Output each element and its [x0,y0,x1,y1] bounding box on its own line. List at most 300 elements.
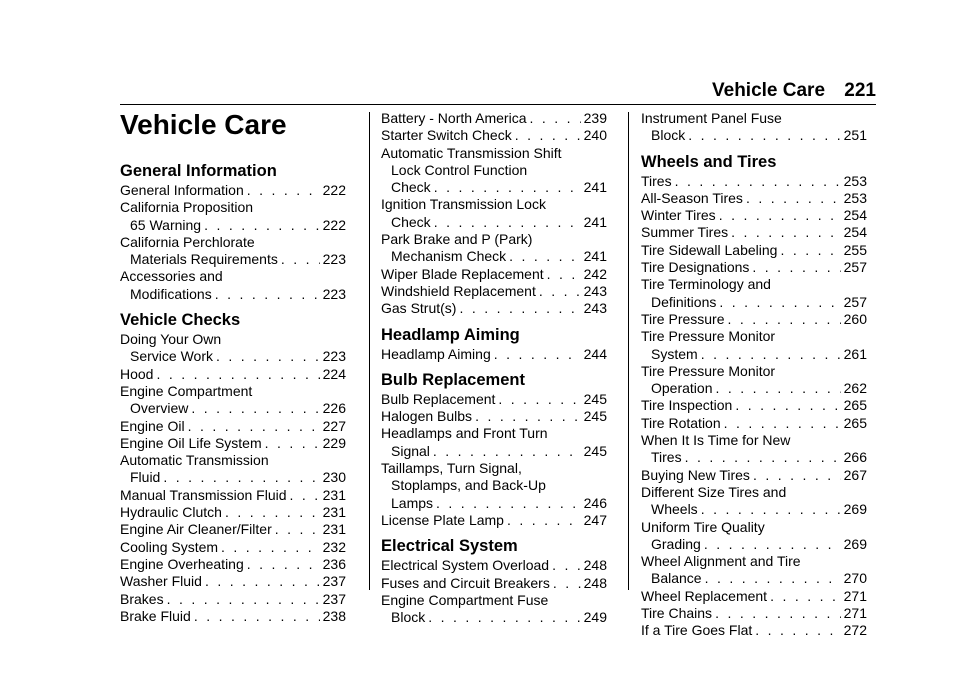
toc-entry-line [381,592,607,609]
toc-entry-line [120,331,346,348]
dot-leader [549,557,581,574]
toc-entry-text: Ignition Transmission Lock [381,196,546,213]
dot-leader [491,346,581,363]
toc-entry-line [641,380,867,397]
toc-entry-line [381,179,607,196]
toc-entry[interactable] [381,592,607,627]
dot-leader [431,214,581,231]
toc-entry[interactable] [381,300,607,317]
section-heading: Wheels and Tires [641,152,777,171]
toc-page-number: 266 [843,449,867,466]
toc-entry[interactable] [120,331,346,366]
toc-entry[interactable] [120,504,346,521]
toc-page-number: 249 [583,609,607,626]
toc-entry-line [381,110,607,127]
dot-leader [213,348,320,365]
dot-leader [495,391,580,408]
toc-entry-line [641,259,867,276]
toc-entry-line [120,591,346,608]
toc-page-number: 239 [583,110,607,126]
toc-entry-line [641,328,867,345]
toc-entry-line [641,207,867,224]
toc-entry[interactable] [120,539,346,556]
toc-entry[interactable] [641,173,867,190]
dot-leader [702,570,841,587]
toc-entry-line [120,234,346,251]
toc-entry-text: General Information [120,182,244,198]
toc-entry[interactable] [381,425,607,460]
section-heading: Electrical System [381,537,518,556]
toc-page-number: 226 [322,400,346,417]
toc-entry-line [120,383,346,400]
toc-page-number: 265 [843,414,867,431]
toc-entry-line [381,477,607,494]
toc-page-number: 261 [843,345,867,362]
toc-entry-text: Engine Compartment [120,382,253,399]
toc-entry[interactable] [120,199,346,234]
page-header [712,80,876,102]
toc-page-number: 246 [583,494,607,511]
toc-page-number: 257 [843,259,867,276]
toc-page-number: 254 [843,224,867,241]
toc-entry[interactable] [381,460,607,512]
section-heading: Vehicle Checks [120,311,241,330]
toc-entry[interactable] [641,588,867,605]
toc-column-1 [120,110,346,625]
toc-entry-text: Doing Your Own [120,331,222,348]
toc-page-number: 245 [583,408,607,425]
toc-entry[interactable] [641,605,867,622]
toc-entry[interactable] [381,231,607,266]
toc-page-number: 231 [322,504,346,521]
toc-entry-line [120,608,346,625]
toc-page-number: 237 [322,590,346,607]
toc-section [641,153,867,640]
toc-entry[interactable] [641,432,867,467]
toc-entry-line [381,557,607,574]
toc-entry-text: Tires [641,172,672,189]
toc-entry[interactable] [641,311,867,328]
toc-page-number: 229 [322,434,346,451]
toc-entry-line [641,224,867,241]
toc-entry-line [641,588,867,605]
toc-page-number: 223 [322,251,346,268]
toc-entry-line [120,251,346,268]
toc-entry[interactable] [381,266,607,283]
dot-leader [716,294,840,311]
toc-entry-text: Wheel Alignment and Tire [641,553,801,570]
section-heading: General Information [120,162,277,180]
toc-entry[interactable] [381,557,607,574]
toc-entry[interactable] [641,242,867,259]
toc-page-number: 244 [583,345,607,362]
toc-entry[interactable] [120,452,346,487]
toc-entry-line [641,110,867,127]
dot-leader [728,224,841,241]
toc-entry[interactable] [381,283,607,300]
toc-entry[interactable] [120,556,346,573]
toc-entry[interactable] [641,276,867,311]
toc-entry-text: Block [651,127,686,144]
toc-entry[interactable] [641,110,867,145]
toc-section [381,371,607,529]
toc-page-number: 271 [843,605,867,622]
toc-entry[interactable] [120,608,346,625]
dot-leader [262,435,320,452]
dot-leader [506,248,580,265]
dot-leader [712,380,840,397]
toc-entry[interactable] [120,573,346,590]
toc-page-number: 222 [322,182,346,198]
dot-leader [743,190,841,207]
toc-page-number: 247 [583,511,607,528]
toc-entry[interactable] [641,207,867,224]
toc-entry[interactable] [120,234,346,269]
toc-entry[interactable] [641,259,867,276]
toc-entry[interactable] [641,363,867,398]
toc-column-2 [381,110,607,626]
toc-entry-line [381,145,607,162]
toc-entry-text: Battery - North America [381,110,527,126]
toc-entry[interactable] [120,418,346,435]
toc-page-number: 223 [322,348,346,365]
dot-leader [672,173,841,190]
toc-entry[interactable] [641,622,867,639]
toc-entry-line [120,286,346,303]
toc-entry[interactable] [641,397,867,414]
toc-entry-line [381,127,607,144]
toc-page-number: 224 [322,365,346,382]
toc-page-number: 254 [843,207,867,224]
toc-entry-text: Engine Oil Life System [120,434,262,451]
dot-leader [472,408,581,425]
toc-entry-text: Different Size Tires and [641,483,787,500]
toc-entry-line [641,519,867,536]
toc-entry-line [641,501,867,518]
toc-entry-line [641,190,867,207]
toc-entry-text: Headlamp Aiming [381,345,491,362]
dot-leader [698,501,841,518]
toc-entry-text: Fuses and Circuit Breakers [381,574,550,591]
toc-entry-line [120,469,346,486]
section-heading: Headlamp Aiming [381,325,520,344]
toc-entry-line [381,231,607,248]
toc-entry-line [641,363,867,380]
dot-leader [750,467,841,484]
toc-entry[interactable] [381,346,607,363]
toc-column-3 [641,110,867,640]
dot-leader [287,487,320,504]
dot-leader [752,622,840,639]
toc-entry-line [641,432,867,449]
dot-leader [732,397,840,414]
dot-leader [202,573,320,590]
toc-entry[interactable] [381,110,607,127]
toc-section [381,537,607,626]
dot-leader [716,207,841,224]
toc-entry-line [120,521,346,538]
toc-page-number: 222 [322,216,346,233]
dot-leader [222,504,320,521]
toc-entry-line [641,553,867,570]
toc-entry-text: Tire Rotation [641,414,721,431]
toc-entry-line [381,266,607,283]
toc-entry-text: Starter Switch Check [381,127,512,144]
toc-entry-text: Signal [391,442,430,459]
toc-entry-line [120,199,346,216]
toc-entry[interactable] [120,521,346,538]
toc-entry[interactable] [120,435,346,452]
toc-page-number: 269 [843,535,867,552]
toc-entry-line [381,512,607,529]
toc-entry-text: Wheel Replacement [641,587,768,604]
toc-page-number: 242 [583,265,607,282]
dot-leader [721,415,841,432]
toc-entry-line [641,294,867,311]
toc-entry-line [381,248,607,265]
toc-entry[interactable] [641,467,867,484]
page-number: 221 [844,80,876,101]
dot-leader [712,605,841,622]
toc-entry-text: Manual Transmission Fluid [120,486,287,503]
dot-leader [698,346,841,363]
toc-entry[interactable] [381,408,607,425]
toc-entry-text: Materials Requirements [130,251,278,268]
toc-entry-line [381,391,607,408]
toc-entry-line [641,415,867,432]
toc-section [641,110,867,145]
dot-leader [685,127,840,144]
toc-entry-line [381,609,607,626]
dot-leader [244,556,320,573]
dot-leader [188,400,319,417]
toc-page-number: 232 [322,538,346,555]
toc-entry-line [381,162,607,179]
toc-entry-line [120,366,346,383]
toc-entry-line [641,467,867,484]
dot-leader [504,512,581,529]
toc-entry-text: Tire Pressure Monitor [641,362,776,379]
toc-entry[interactable] [381,145,607,197]
toc-entry[interactable] [381,391,607,408]
toc-page-number: 248 [583,574,607,591]
toc-entry[interactable] [381,575,607,592]
toc-entry-text: Stoplamps, and Back-Up [391,477,546,494]
toc-entry-line [120,435,346,452]
toc-page-number: 241 [583,248,607,265]
toc-entry-text: Taillamps, Turn Signal, [381,460,522,477]
toc-entry-text: Hood [120,365,154,382]
toc-page-number: 260 [843,310,867,327]
dot-leader [431,179,581,196]
toc-page-number: 255 [843,241,867,258]
toc-entry[interactable] [120,383,346,418]
toc-entry-text: Modifications [130,285,212,302]
toc-entry-text: Grading [651,535,701,552]
toc-entry-line [120,217,346,234]
toc-entry[interactable] [120,487,346,504]
toc-entry-text: Hydraulic Clutch [120,504,222,521]
dot-leader [278,251,320,268]
toc-entry-text: Wiper Blade Replacement [381,265,544,282]
toc-entry-text: Tire Terminology and [641,276,771,293]
toc-page-number: 267 [843,466,867,483]
toc-entry-line [381,495,607,512]
toc-entry-text: Overview [130,400,189,417]
toc-entry-line [120,504,346,521]
toc-entry-text: Engine Overheating [120,555,244,572]
toc-entry-text: Block [391,609,426,626]
toc-entry[interactable] [381,127,607,144]
toc-entry-line [641,449,867,466]
toc-entry-text: Uniform Tire Quality [641,518,765,535]
toc-entry[interactable] [641,415,867,432]
toc-entry-text: Buying New Tires [641,466,750,483]
toc-entry-text: Electrical System Overload [381,557,550,574]
toc-entry-text: 65 Warning [130,216,202,233]
toc-entry-text: When It Is Time for New [641,432,791,449]
toc-section [381,110,607,318]
toc-entry-line [381,214,607,231]
dot-leader [425,609,580,626]
toc-entry[interactable] [641,190,867,207]
toc-entry-line [381,460,607,477]
toc-entry[interactable] [120,591,346,608]
toc-entry-text: Engine Compartment Fuse [381,591,549,608]
toc-entry[interactable] [641,519,867,554]
toc-entry[interactable] [120,182,346,199]
toc-page-number: 230 [322,469,346,486]
toc-page-number: 241 [583,213,607,230]
dot-leader [544,266,581,283]
dot-leader [191,608,320,625]
toc-page-number: 251 [843,127,867,144]
toc-entry-line [381,425,607,442]
toc-entry-text: California Perchlorate [120,233,255,250]
toc-page-number: 269 [843,501,867,518]
toc-entry-text: Service Work [130,348,213,365]
header-rule [120,104,876,105]
toc-entry-text: Gas Strut(s) [381,300,457,317]
toc-page-number: 245 [583,442,607,459]
toc-entry-line [641,622,867,639]
dot-leader [536,283,581,300]
toc-entry[interactable] [641,328,867,363]
toc-entry-text: Check [391,179,431,196]
column-divider [628,112,629,590]
toc-entry-line [381,575,607,592]
toc-entry-line [120,487,346,504]
toc-entry-text: Automatic Transmission Shift [381,144,562,161]
dot-leader [153,366,319,383]
toc-page-number: 238 [322,607,346,624]
toc-entry-text: All-Season Tires [641,189,743,206]
dot-leader [456,300,580,317]
toc-entry-text: Fluid [130,469,161,486]
toc-entry-line [120,348,346,365]
toc-entry-text: System [651,345,698,362]
toc-entry-line [120,556,346,573]
toc-page-number: 270 [843,570,867,587]
toc-entry[interactable] [641,224,867,241]
toc-page-number: 227 [322,417,346,434]
toc-entry-line [120,539,346,556]
dot-leader [701,536,841,553]
section-heading: Bulb Replacement [381,370,525,389]
toc-entry[interactable] [120,268,346,303]
chapter-title: Vehicle Care [120,109,287,140]
toc-page-number: 231 [322,486,346,503]
toc-page-number: 257 [843,293,867,310]
toc-entry-line [641,536,867,553]
dot-leader [218,539,320,556]
toc-entry-line [381,283,607,300]
toc-entry-line [381,196,607,213]
toc-entry-text: Tire Pressure [641,310,725,327]
toc-entry-text: Bulb Replacement [381,390,496,407]
dot-leader [433,495,581,512]
toc-entry-line [120,268,346,285]
dot-leader [682,449,841,466]
toc-page-number: 262 [843,380,867,397]
toc-section [120,311,346,625]
toc-page-number: 231 [322,521,346,538]
toc-entry-line [120,452,346,469]
dot-leader [201,217,320,234]
toc-page-number: 245 [583,390,607,407]
toc-entry-text: Washer Fluid [120,573,202,590]
toc-entry-text: Balance [651,570,702,587]
toc-page-number: 236 [322,555,346,572]
toc-entry-text: Operation [651,380,713,397]
toc-page-number: 241 [583,179,607,196]
dot-leader [185,418,320,435]
toc-entry-text: California Proposition [120,199,254,216]
toc-entry-line [641,311,867,328]
toc-entry[interactable] [381,512,607,529]
toc-entry-text: Check [391,213,431,230]
toc-page-number: 243 [583,300,607,317]
dot-leader [272,521,320,538]
toc-entry-line [120,182,346,199]
toc-page-number: 248 [583,557,607,574]
toc-entry-text: Instrument Panel Fuse [641,110,782,126]
toc-page-number: 265 [843,397,867,414]
toc-entry-text: Halogen Bulbs [381,408,473,425]
toc-entry-line [120,573,346,590]
dot-leader [160,469,319,486]
toc-entry-text: Accessories and [120,268,223,285]
toc-entry-text: Mechanism Check [391,248,507,265]
toc-entry[interactable] [120,366,346,383]
toc-entry-text: Lock Control Function [391,161,528,178]
dot-leader [527,110,581,127]
toc-page-number: 243 [583,282,607,299]
toc-entry-text: Definitions [651,293,717,310]
toc-page-number: 237 [322,573,346,590]
toc-section [381,326,607,363]
toc-entry[interactable] [641,484,867,519]
toc-entry-text: Tire Designations [641,259,750,276]
dot-leader [749,259,840,276]
toc-entry[interactable] [641,553,867,588]
toc-entry-line [120,400,346,417]
toc-entry-text: Tires [651,449,682,466]
dot-leader [430,443,581,460]
toc-page-number: 272 [843,622,867,639]
toc-entry[interactable] [381,196,607,231]
toc-entry-text: Park Brake and P (Park) [381,231,533,248]
